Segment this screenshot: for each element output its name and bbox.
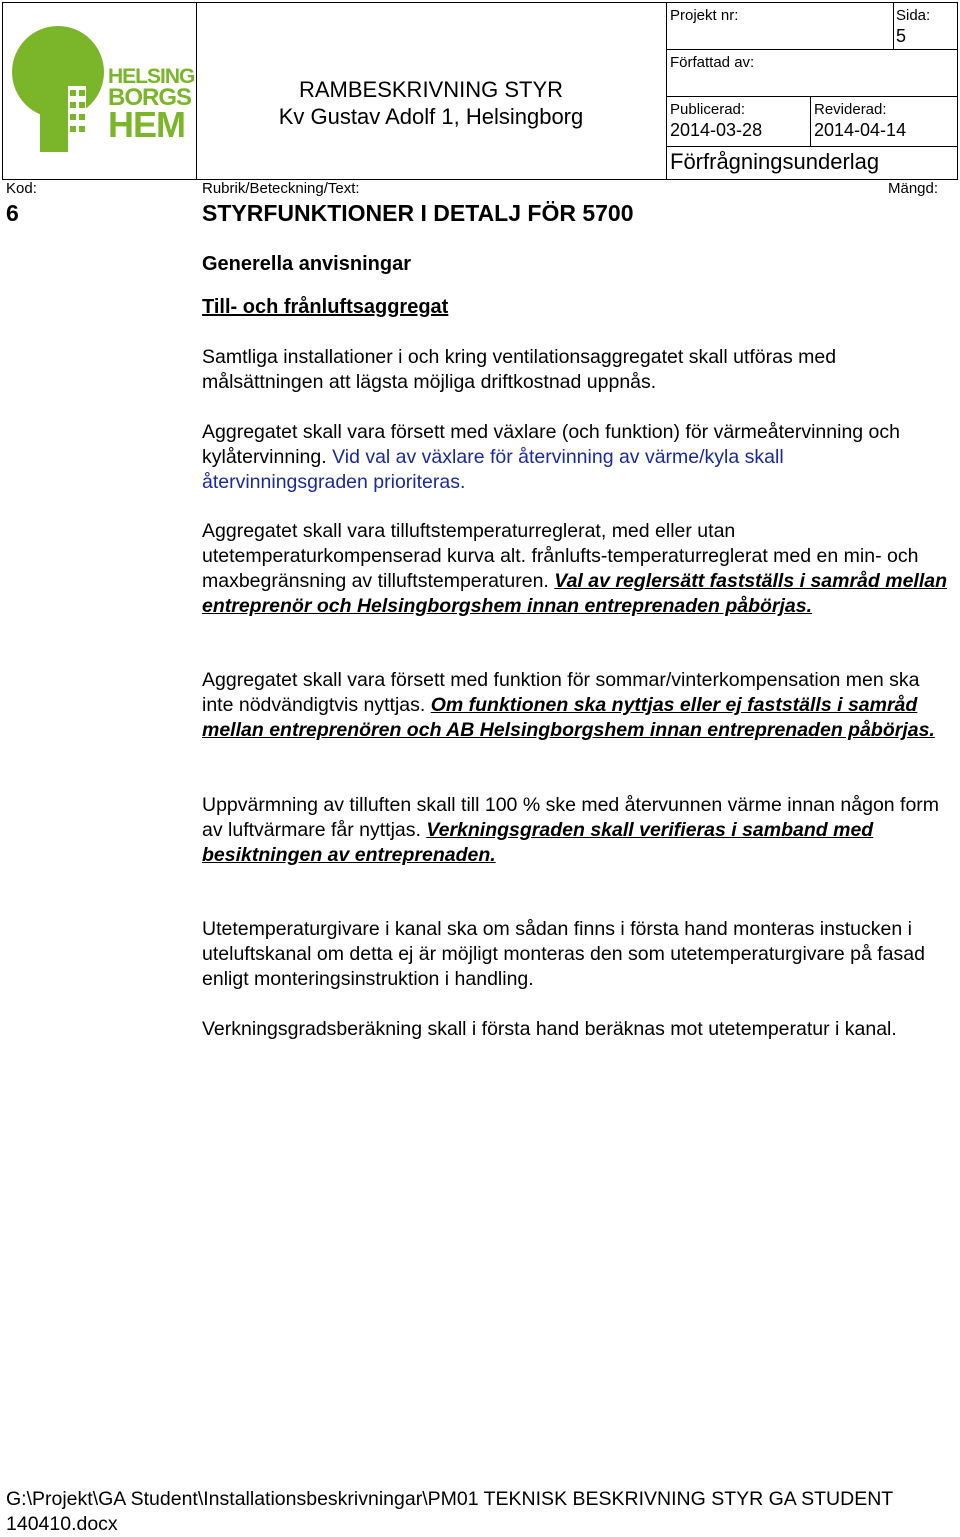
paragraph-1 [202,345,954,395]
paragraph-6 [202,917,954,992]
header-divider [666,2,667,180]
document-subtitle: Kv Gustav Adolf 1, Helsingborg [278,104,584,129]
paragraph-6-text: Utetemperaturgivare i kanal ska om sådan finns i första hand monteras instucken i uteluftskanal om detta ej är möjligt monteras den som utetemperaturgivare på fasad enligt monteringsinstruktion i handling. [202,918,925,990]
mangd-label: Mängd: [888,180,939,197]
paragraph-2 [202,420,954,495]
section-subsubheading: Till- och frånluftsaggregat [202,296,449,318]
forfattad-label: Författad av: [670,54,755,71]
section-code: 6 [6,200,19,226]
logo-text-hem: HEM [108,104,185,145]
paragraph-5-requirement: Verkningsgraden skall verifieras i samband med besiktningen av entreprenaden. [202,819,874,866]
paragraph-4-requirement: Om funktionen ska nyttjas eller ej fastställs i samråd mellan entreprenören och AB Helsingborgshem innan entreprenaden påbörjas. [202,694,935,741]
header-divider [666,146,958,147]
logo-text-borgs: BORGS [108,84,192,111]
footer-file-path: G:\Projekt\GA Student\Installationsbeskrivningar\PM01 TEKNISK BESKRIVNING STYR GA STUDENT 140410.docx [6,1488,893,1535]
document-title: RAMBESKRIVNING STYR [298,77,564,102]
paragraph-7 [202,1017,954,1042]
paragraph-4 [202,668,954,743]
section-title: STYRFUNKTIONER I DETALJ FÖR 5700 [202,200,634,226]
paragraph-3 [202,519,954,619]
header-divider [666,49,958,50]
paragraph-1-text: Samtliga installationer i och kring ventilationsaggregatet skall utföras med målsättningen att lägsta möjliga driftkostnad uppnås. [202,346,837,393]
publicerad-value: 2014-03-28 [670,120,763,140]
reviderad-value: 2014-04-14 [814,120,907,140]
logo-text-helsing: HELSING [108,65,195,88]
header-divider [893,2,894,49]
sida-value: 5 [896,26,907,46]
header-divider [666,96,958,97]
projekt-label: Projekt nr: [670,7,739,24]
section-subheading: Generella anvisningar [202,253,411,275]
paragraph-5 [202,793,954,868]
status-label: Förfrågningsunderlag [670,149,880,174]
paragraph-4-text: Aggregatet skall vara försett med funktion för sommar/vinterkompensation men ska inte nödvändigtvis nyttjas. [202,669,920,716]
publicerad-label: Publicerad: [670,101,746,118]
sida-label: Sida: [896,7,931,24]
helsingborgshem-logo [6,26,194,156]
paragraph-2-note: Vid val av växlare för återvinning av värme/kyla skall återvinningsgraden prioriteras. [202,446,784,493]
paragraph-2-text: Aggregatet skall vara försett med växlare (och funktion) för värmeåtervinning och kylåtervinning. [202,421,901,468]
paragraph-5-text: Uppvärmning av tilluften skall till 100 % ske med återvunnen värme innan någon form av luftvärmare får nyttjas. [202,794,940,841]
kod-label: Kod: [6,180,37,197]
header-divider [810,96,811,146]
paragraph-3-requirement: Val av reglersätt fastställs i samråd mellan entreprenör och Helsingborgshem innan entreprenaden påbörjas. [202,570,948,617]
reviderad-label: Reviderad: [814,101,887,118]
paragraph-7-text: Verkningsgradsberäkning skall i första hand beräknas mot utetemperatur i kanal. [202,1018,897,1040]
rubrik-label: Rubrik/Beteckning/Text: [202,180,360,197]
paragraph-3-text: Aggregatet skall vara tilluftstemperaturreglerat, med eller utan utetemperaturkompenserad kurva alt. frånlufts-temperaturreglerat med en min- och maxbegränsning av tilluftstemperaturen. [202,520,919,592]
